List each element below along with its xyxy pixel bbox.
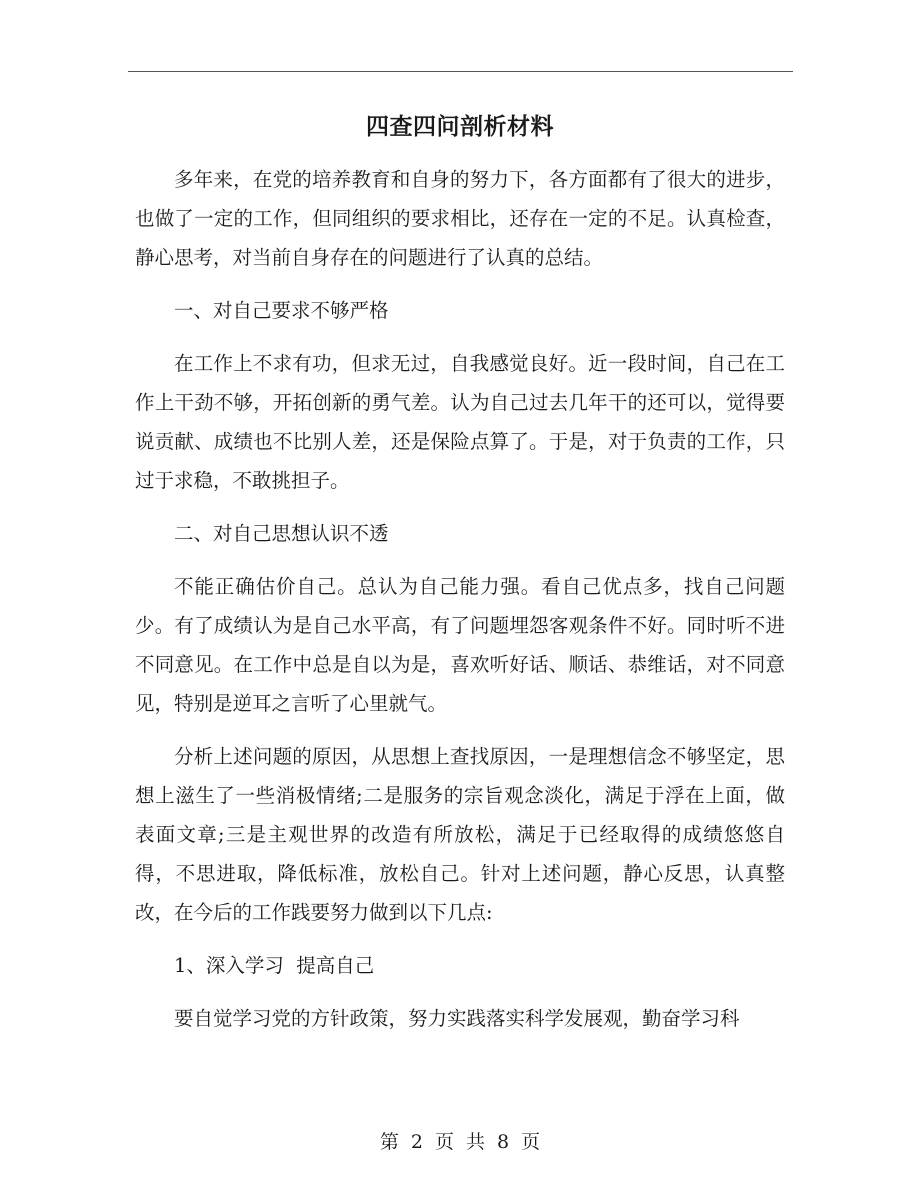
section-heading-1: 一、对自己要求不够严格 <box>174 299 389 322</box>
header-rule <box>128 71 793 72</box>
paragraph-section-2: 不能正确估价自己。总认为自己能力强。看自己优点多，找自己问题少。有了成绩认为是自己水平高，有了问题埋怨客观条件不好。同时听不进不同意见。在工作中总是自以为是，喜欢听好话、顺话、恭维话，对不同意见，特别是逆耳之言听了心里就气。 <box>135 575 785 715</box>
paragraph-intro: 多年来，在党的培养教育和自身的努力下，各方面都有了很大的进步，也做了一定的工作，但同组织的要求相比，还存在一定的不足。认真检查，静心思考，对当前自身存在的问题进行了认真的总结。 <box>135 168 785 269</box>
page-number: 第 2 页 共 8 页 <box>379 1131 541 1153</box>
document-body <box>135 160 785 1052</box>
paragraph-subsection-1: 要自觉学习党的方针政策，努力实践落实科学发展观，勤奋学习科 <box>174 1007 740 1030</box>
paragraph-analysis: 分析上述问题的原因，从思想上查找原因，一是理想信念不够坚定，思想上滋生了一些消极情绪;二是服务的宗旨观念淡化，满足于浮在上面，做表面文章;三是主观世界的改造有所放松，满足于已经取得的成绩悠悠自得，不思进取，降低标准，放松自己。针对上述问题，静心反思，认真整改，在今后的工作践要努力做到以下几点: <box>135 745 785 924</box>
paragraph-section-1: 在工作上不求有功，但求无过，自我感觉良好。近一段时间，自己在工作上干劲不够，开拓创新的勇气差。认为自己过去几年干的还可以，觉得要说贡献、成绩也不比别人差，还是保险点算了。于是，对于负责的工作，只过于求稳，不敢挑担子。 <box>135 352 785 492</box>
subsection-heading-1: 1、深入学习 提高自己 <box>174 954 375 977</box>
document-title: 四查四问剖析材料 <box>366 113 554 140</box>
section-heading-2: 二、对自己思想认识不透 <box>174 522 389 545</box>
